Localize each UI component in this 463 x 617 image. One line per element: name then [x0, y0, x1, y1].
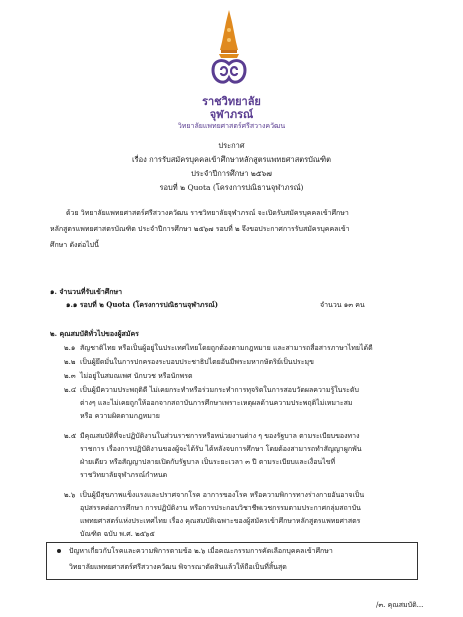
item-number: ๒.๔ [64, 386, 77, 394]
page-continuation: /๓. คุณสมบัติ... [376, 601, 424, 609]
intro-paragraph-line1: ด้วย วิทยาลัยแพทยศาสตร์ศรีสวางควัฒน ราชวิทยาลัยจุฬาภรณ์ จะเปิดรับสมัครบุคคลเข้าศึกษา [66, 209, 349, 217]
section2-heading: ๒. คุณสมบัติทั่วไปของผู้สมัคร [50, 329, 139, 338]
item-text-cont: ต่างๆ และไม่เคยถูกให้ออกจากสถาบันการศึกษาเพราะเหตุผลด้านความประพฤติไม่เหมาะสม [80, 399, 353, 407]
item-text: เป็นผู้มีความประพฤติดี ไม่เคยกระทำหรือร่วมกระทำการทุจริตในการสอบวัดผลความรู้ในระดับ [80, 386, 359, 394]
section1-amount: จำนวน ๑๓ คน [320, 301, 365, 309]
item-number: ๒.๒ [64, 358, 76, 366]
bullet-icon [57, 549, 61, 553]
section1-heading: ๑. จำนวนที่รับเข้าศึกษา [50, 287, 123, 296]
item-number: ๒.๖ [64, 491, 76, 499]
item-text-cont: อุปสรรคต่อการศึกษา การปฏิบัติงาน หรือการประกอบวิชาชีพเวชกรรมตามประกาศกลุ่มสถาบัน [80, 504, 361, 512]
item-number: ๒.๑ [64, 344, 76, 352]
section1-item: ๑.๑ รอบที่ ๒ Quota (โครงการปณิธานจุฬาภรณ์) [66, 300, 219, 309]
item-text-cont: หรือ ความผิดตามกฎหมาย [80, 412, 160, 420]
announcement-heading: ประกาศ [218, 141, 245, 150]
note-line1: ปัญหาเกี่ยวกับโรคและความพิการตามข้อ ๒.๖ เมื่อคณะกรรมการคัดเลือกบุคคลเข้าศึกษา [69, 547, 333, 555]
institution-logo [203, 8, 255, 90]
note-line2: วิทยาลัยแพทยศาสตร์ศรีสวางควัฒน พิจารณาตัดสินแล้วให้ถือเป็นที่สิ้นสุด [69, 563, 287, 571]
institution-name-line2: จุฬาภรณ์ [209, 108, 254, 121]
announcement-year: ประจำปีการศึกษา ๒๕๖๗ [191, 169, 272, 178]
announcement-round: รอบที่ ๒ Quota (โครงการปณิธานจุฬาภรณ์) [159, 183, 304, 192]
institution-name-line1: ราชวิทยาลัย [202, 95, 261, 108]
item-text: เป็นผู้มีสุขภาพแข็งแรงและปราศจากโรค อาการของโรค หรือความพิการทางร่างกายอันอาจเป็น [80, 491, 365, 499]
item-text-cont: บัณฑิต ฉบับ พ.ศ. ๒๕๖๕ [80, 530, 155, 538]
faculty-name: วิทยาลัยแพทยศาสตร์ศรีสวางควัฒน [177, 122, 286, 130]
item-text-cont: ราชการ เรื่องการปฏิบัติงานของผู้จะได้รับ ได้หลังจบการศึกษา โดยต้องสามารถทำสัญญาผูกพัน [80, 445, 362, 453]
item-number: ๒.๓ [64, 372, 76, 380]
item-text: เป็นผู้ยึดมั่นในการปกครองระบอบประชาธิปไตยอันมีพระมหากษัตริย์เป็นประมุข [80, 358, 314, 366]
item-text: มีคุณสมบัติที่จะปฏิบัติงานในส่วนราชการหรือหน่วยงานต่าง ๆ ของรัฐบาล ตามระเบียบของทาง [80, 432, 360, 440]
item-text-cont: ฝ่ายเดียว หรือสัญญาปลายเปิดกับรัฐบาล เป็นระยะเวลา ๓ ปี ตามระเบียบและเงื่อนไขที่ [80, 458, 336, 466]
item-number: ๒.๕ [64, 432, 77, 440]
intro-paragraph-line2: หลักสูตรแพทยศาสตรบัณฑิต ประจำปีการศึกษา ๒๕๖๗ รอบที่ ๒ จึงขอประกาศการรับสมัครบุคคลเข้า [50, 225, 350, 233]
item-text-cont: ราชวิทยาลัยจุฬาภรณ์กำหนด [80, 471, 168, 479]
intro-paragraph-line3: ศึกษา ดังต่อไปนี้ [50, 241, 99, 249]
announcement-subject: เรื่อง การรับสมัครบุคคลเข้าศึกษาหลักสูตรแพทยศาสตรบัณฑิต [132, 155, 331, 164]
item-text: ไม่อยู่ในสมณเพศ นักบวช หรือนักพรต [80, 372, 193, 380]
note-box [46, 542, 418, 580]
item-text-cont: แพทยศาสตร์แห่งประเทศไทย เรื่อง คุณสมบัติเฉพาะของผู้สมัครเข้าศึกษาหลักสูตรแพทยศาสตร [80, 517, 361, 525]
item-text: สัญชาติไทย หรือเป็นผู้อยู่ในประเทศไทยโดยถูกต้องตามกฎหมาย และสามารถสื่อสารภาษาไทยได้ดี [80, 344, 373, 352]
